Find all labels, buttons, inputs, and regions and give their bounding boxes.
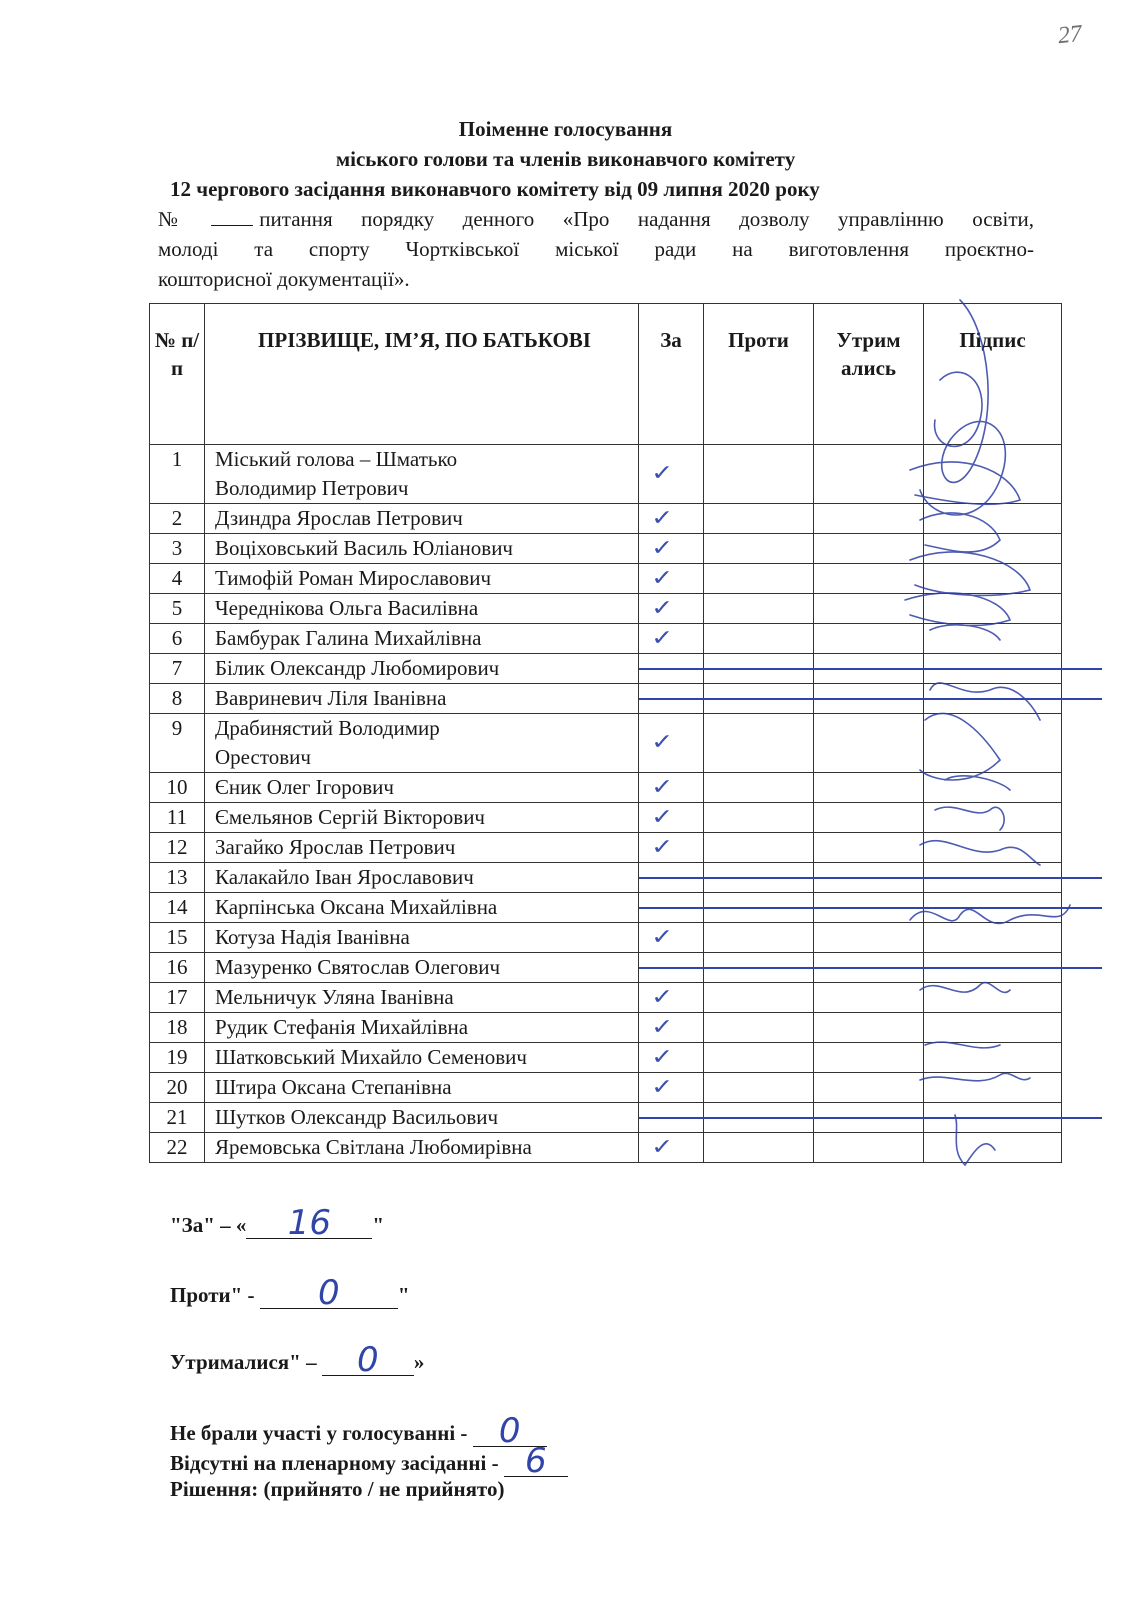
voting-table <box>149 303 1062 1163</box>
row-vote-for <box>639 833 704 863</box>
row-name-line-1: Драбинястий Володимир <box>215 716 440 740</box>
row-vote-against <box>704 594 814 624</box>
table-header-row <box>150 304 1062 445</box>
summary-abstained-end: » <box>413 1350 425 1374</box>
table-row <box>150 534 1062 564</box>
summary-absent-value: 6 <box>504 1446 568 1477</box>
check-mark-icon: ✓ <box>651 805 674 830</box>
row-name <box>205 1103 639 1133</box>
header-name: ПРІЗВИЩЕ, ІМ’Я, ПО БАТЬКОВІ <box>205 304 639 445</box>
check-mark-icon: ✓ <box>651 730 674 755</box>
row-name <box>205 594 639 624</box>
row-vote-for <box>639 803 704 833</box>
row-vote-for <box>639 1133 704 1163</box>
row-signature <box>924 923 1062 953</box>
row-name <box>205 534 639 564</box>
question-number-blank <box>211 207 253 226</box>
row-number: 18 <box>150 1013 205 1043</box>
agenda-question <box>158 204 1034 294</box>
check-mark-icon: ✓ <box>651 506 674 531</box>
row-vote-against <box>704 564 814 594</box>
table-row <box>150 714 1062 773</box>
row-vote-abstained <box>814 534 924 564</box>
strike-through-line <box>639 1117 1102 1119</box>
row-vote-abstained <box>814 1133 924 1163</box>
row-vote-against <box>704 714 814 773</box>
row-signature <box>924 1133 1062 1163</box>
summary-absent <box>170 1441 568 1481</box>
row-vote-abstained <box>814 773 924 803</box>
row-number: 7 <box>150 654 205 684</box>
row-signature <box>924 504 1062 534</box>
header-abstained: Утрим ались <box>814 304 924 445</box>
header-num: № п/ п <box>150 304 205 445</box>
row-name-line-1: Калакайло Іван Ярославович <box>215 865 474 889</box>
row-number: 15 <box>150 923 205 953</box>
row-vote-for <box>639 594 704 624</box>
row-name-line-1: Штира Оксана Степанівна <box>215 1075 452 1099</box>
check-mark-icon: ✓ <box>651 1135 674 1160</box>
row-vote-for <box>639 923 704 953</box>
row-vote-against <box>704 833 814 863</box>
row-vote-against <box>704 773 814 803</box>
table-row <box>150 923 1062 953</box>
row-number: 8 <box>150 684 205 714</box>
row-name <box>205 893 639 923</box>
row-vote-for <box>639 1043 704 1073</box>
row-vote-against <box>704 803 814 833</box>
row-name <box>205 654 639 684</box>
table-row <box>150 983 1062 1013</box>
check-mark-icon: ✓ <box>651 1075 674 1100</box>
question-line-2: молоді та спорту Чортківської міської ради на виготовлення проєктно- <box>158 237 1034 261</box>
row-number: 6 <box>150 624 205 654</box>
row-vote-against <box>704 534 814 564</box>
table-row <box>150 1073 1062 1103</box>
row-signature <box>924 714 1062 773</box>
summary-decision <box>170 1475 504 1503</box>
row-vote-against <box>704 923 814 953</box>
number-sign: № <box>158 207 202 231</box>
row-vote-against <box>704 1073 814 1103</box>
row-vote-abstained <box>814 1073 924 1103</box>
check-mark-icon: ✓ <box>651 1045 674 1070</box>
check-mark-icon: ✓ <box>651 985 674 1010</box>
row-name <box>205 1073 639 1103</box>
row-signature <box>924 833 1062 863</box>
title-line-1: Поіменне голосування <box>458 117 673 141</box>
row-name <box>205 684 639 714</box>
strike-through-line <box>639 668 1102 670</box>
row-vote-abstained <box>814 1013 924 1043</box>
check-mark-icon: ✓ <box>651 596 674 621</box>
summary-for-value: 16 <box>246 1208 372 1239</box>
row-signature <box>924 983 1062 1013</box>
row-vote-for <box>639 504 704 534</box>
row-name-line-1: Котуза Надія Іванівна <box>215 925 410 949</box>
row-number: 13 <box>150 863 205 893</box>
row-number: 14 <box>150 893 205 923</box>
row-name-line-1: Вавриневич Ліля Іванівна <box>215 686 447 710</box>
summary-against-label: Проти" - <box>170 1283 255 1307</box>
strike-through-line <box>639 698 1102 700</box>
row-name-line-1: Карпінська Оксана Михайлівна <box>215 895 498 919</box>
row-vote-for <box>639 983 704 1013</box>
row-signature <box>924 1043 1062 1073</box>
question-line-1: питання порядку денного «Про надання дозволу управлінню освіти, <box>259 207 1034 231</box>
row-vote-against <box>704 1133 814 1163</box>
row-name-line-2: Орестович <box>215 745 311 769</box>
decision-label: Рішення: <box>170 1477 259 1501</box>
row-vote-against <box>704 1013 814 1043</box>
row-number: 17 <box>150 983 205 1013</box>
row-number: 1 <box>150 445 205 504</box>
row-name-line-1: Мельничук Уляна Іванівна <box>215 985 454 1009</box>
row-vote-for <box>639 624 704 654</box>
row-name-line-1: Яремовська Світлана Любомирівна <box>215 1135 532 1159</box>
row-number: 21 <box>150 1103 205 1133</box>
row-signature <box>924 624 1062 654</box>
row-name-line-1: Дзиндра Ярослав Петрович <box>215 506 463 530</box>
row-name <box>205 504 639 534</box>
summary-absent-label: Відсутні на пленарному засіданні - <box>170 1451 499 1475</box>
table-row <box>150 773 1062 803</box>
question-line-3: кошторисної документації». <box>158 267 410 291</box>
strike-through-line <box>639 967 1102 969</box>
row-name <box>205 624 639 654</box>
row-name <box>205 1043 639 1073</box>
row-signature <box>924 803 1062 833</box>
row-name-line-1: Шутков Олександр Васильович <box>215 1105 499 1129</box>
row-number: 22 <box>150 1133 205 1163</box>
row-number: 10 <box>150 773 205 803</box>
row-name-line-1: Воціховський Василь Юліанович <box>215 536 513 560</box>
row-number: 3 <box>150 534 205 564</box>
row-name <box>205 923 639 953</box>
summary-not-voting-value: 0 <box>473 1416 547 1447</box>
row-number: 19 <box>150 1043 205 1073</box>
check-mark-icon: ✓ <box>651 626 674 651</box>
row-signature <box>924 1073 1062 1103</box>
strike-through-line <box>639 907 1102 909</box>
row-name-line-1: Білик Олександр Любомирович <box>215 656 500 680</box>
summary-against <box>170 1273 410 1313</box>
table-row <box>150 803 1062 833</box>
row-vote-for <box>639 1073 704 1103</box>
row-name-line-1: Єник Олег Ігорович <box>215 775 394 799</box>
table-row <box>150 624 1062 654</box>
row-name-line-1: Череднікова Ольга Василівна <box>215 596 479 620</box>
row-vote-for <box>639 534 704 564</box>
row-name <box>205 863 639 893</box>
row-number: 11 <box>150 803 205 833</box>
row-signature <box>924 594 1062 624</box>
check-mark-icon: ✓ <box>651 835 674 860</box>
table-row <box>150 445 1062 504</box>
check-mark-icon: ✓ <box>651 536 674 561</box>
row-name <box>205 953 639 983</box>
check-mark-icon: ✓ <box>651 925 674 950</box>
title-line-2: міського голови та членів виконавчого комітету <box>335 147 796 171</box>
summary-for-end: " <box>372 1213 385 1237</box>
decision-value: (прийнято / не прийнято) <box>263 1477 505 1501</box>
summary-not-voting <box>170 1411 547 1451</box>
row-name-line-1: Ємельянов Сергій Вікторович <box>215 805 485 829</box>
title-line-3: 12 чергового засідання виконавчого комітету від 09 липня 2020 року <box>170 177 820 201</box>
table-row <box>150 504 1062 534</box>
row-vote-abstained <box>814 923 924 953</box>
row-name <box>205 714 639 773</box>
row-vote-against <box>704 983 814 1013</box>
row-name-line-1: Мазуренко Святослав Олегович <box>215 955 501 979</box>
row-vote-abstained <box>814 445 924 504</box>
row-vote-abstained <box>814 833 924 863</box>
row-vote-for <box>639 714 704 773</box>
strike-through-line <box>639 877 1102 879</box>
row-name-line-2: Володимир Петрович <box>215 476 409 500</box>
summary-for-label: "За" – « <box>170 1213 247 1237</box>
header-against: Проти <box>704 304 814 445</box>
table-row <box>150 594 1062 624</box>
row-vote-for <box>639 1013 704 1043</box>
row-vote-abstained <box>814 504 924 534</box>
check-mark-icon: ✓ <box>651 1015 674 1040</box>
row-number: 9 <box>150 714 205 773</box>
row-signature <box>924 773 1062 803</box>
row-vote-abstained <box>814 983 924 1013</box>
row-vote-against <box>704 504 814 534</box>
row-vote-abstained <box>814 594 924 624</box>
table-row <box>150 1133 1062 1163</box>
row-name <box>205 983 639 1013</box>
summary-for <box>170 1203 385 1243</box>
row-name <box>205 773 639 803</box>
row-signature <box>924 445 1062 504</box>
check-mark-icon: ✓ <box>651 461 674 486</box>
row-name <box>205 833 639 863</box>
row-name-line-1: Рудик Стефанія Михайлівна <box>215 1015 469 1039</box>
row-name <box>205 445 639 504</box>
summary-abstained-value: 0 <box>322 1345 414 1376</box>
row-vote-for <box>639 564 704 594</box>
row-name-line-1: Загайко Ярослав Петрович <box>215 835 456 859</box>
row-name <box>205 1013 639 1043</box>
row-vote-against <box>704 1043 814 1073</box>
summary-not-voting-label: Не брали участі у голосуванні - <box>170 1421 468 1445</box>
row-number: 16 <box>150 953 205 983</box>
check-mark-icon: ✓ <box>651 775 674 800</box>
header-for: За <box>639 304 704 445</box>
row-vote-for <box>639 773 704 803</box>
row-number: 2 <box>150 504 205 534</box>
row-name-line-1: Бамбурак Галина Михайлівна <box>215 626 482 650</box>
row-vote-abstained <box>814 1043 924 1073</box>
row-vote-for <box>639 445 704 504</box>
row-vote-against <box>704 624 814 654</box>
summary-against-end: " <box>397 1283 410 1307</box>
row-number: 20 <box>150 1073 205 1103</box>
row-name-line-1: Шатковський Михайло Семенович <box>215 1045 527 1069</box>
row-vote-against <box>704 445 814 504</box>
table-row <box>150 1043 1062 1073</box>
table-row <box>150 1013 1062 1043</box>
row-number: 4 <box>150 564 205 594</box>
page-number: 27 <box>1056 20 1084 50</box>
row-name-line-1: Міський голова – Шматько <box>215 447 458 471</box>
row-vote-abstained <box>814 714 924 773</box>
check-mark-icon: ✓ <box>651 566 674 591</box>
row-name <box>205 1133 639 1163</box>
row-number: 5 <box>150 594 205 624</box>
row-signature <box>924 564 1062 594</box>
summary-abstained <box>170 1340 425 1380</box>
row-number: 12 <box>150 833 205 863</box>
row-name <box>205 803 639 833</box>
summary-abstained-label: Утрималися" – <box>170 1350 317 1374</box>
row-name <box>205 564 639 594</box>
row-name-line-1: Тимофій Роман Мирославович <box>215 566 492 590</box>
row-signature <box>924 534 1062 564</box>
row-signature <box>924 1013 1062 1043</box>
row-vote-abstained <box>814 564 924 594</box>
table-row <box>150 564 1062 594</box>
header-signature: Підпис <box>924 304 1062 445</box>
summary-against-value: 0 <box>260 1278 398 1309</box>
row-vote-abstained <box>814 624 924 654</box>
table-row <box>150 833 1062 863</box>
row-vote-abstained <box>814 803 924 833</box>
